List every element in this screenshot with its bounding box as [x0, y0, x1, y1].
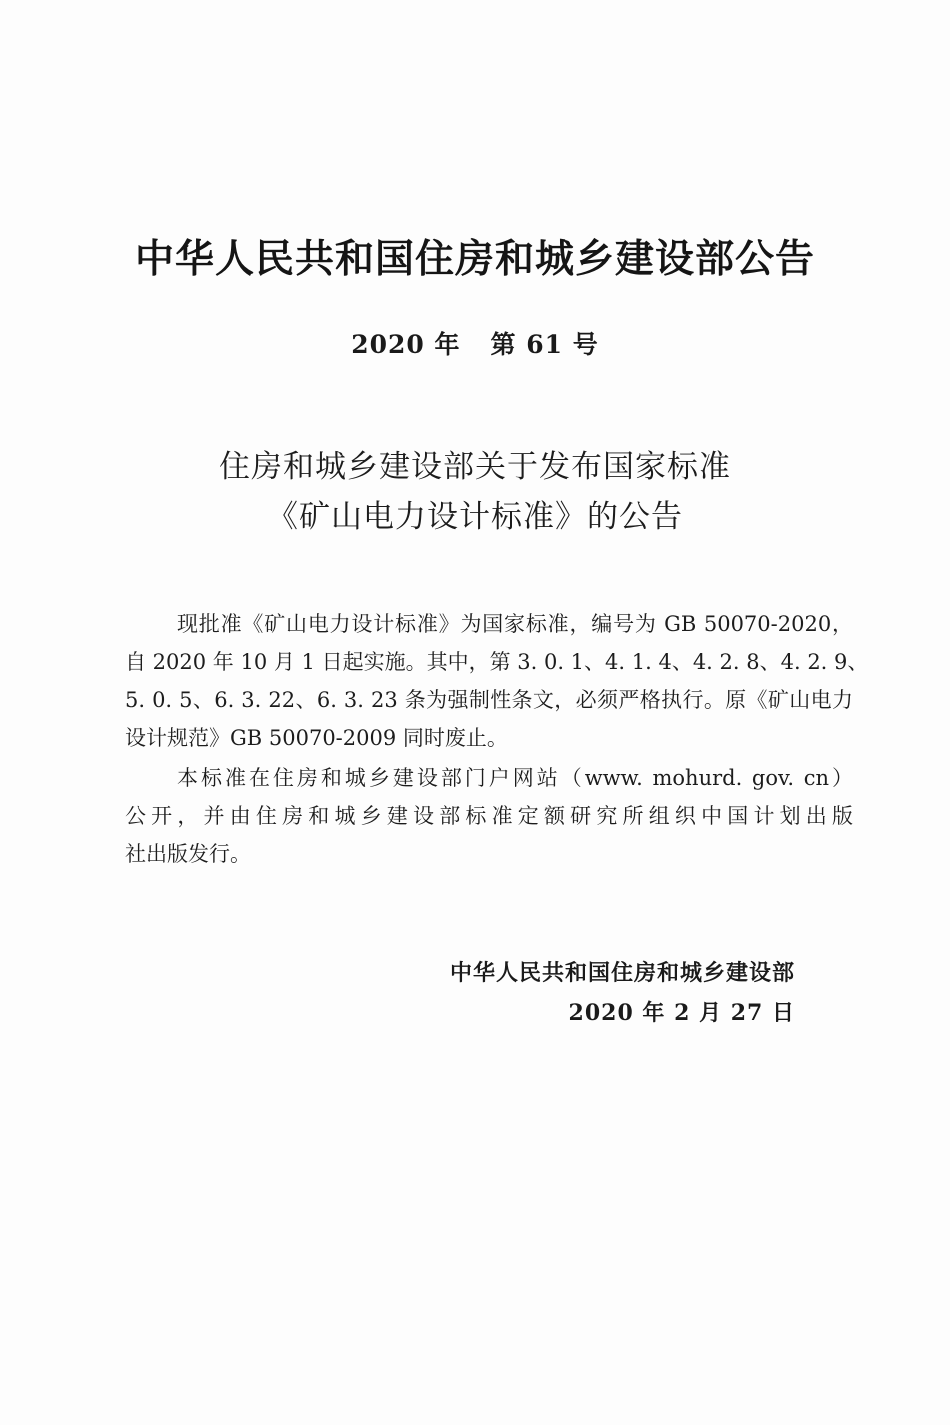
paragraph-line: 现批准《矿山电力设计标准》为国家标准，编号为 GB 50070-2020，	[177, 612, 853, 636]
paragraph-line: 本标准在住房和城乡建设部门户网站（www. mohurd. gov. cn）	[177, 766, 853, 790]
signature-organization: 中华人民共和国住房和城乡建设部	[449, 961, 795, 986]
issue-no: 第 61 号	[490, 330, 599, 359]
issue-year: 2020 年	[351, 330, 461, 359]
paragraph-line: 5. 0. 5、6. 3. 22、6. 3. 23 条为强制性条文，必须严格执行。原《矿山电力	[125, 688, 853, 712]
document-title-line-1: 住房和城乡建设部关于发布国家标准	[219, 449, 731, 485]
signature-date: 2020 年 2 月 27 日	[568, 1000, 795, 1026]
document-title-line-2: 《矿山电力设计标准》的公告	[267, 499, 683, 535]
paragraph-line: 公开，并由住房和城乡建设部标准定额研究所组织中国计划出版	[125, 804, 853, 828]
announcement-issuer-heading: 中华人民共和国住房和城乡建设部公告	[134, 237, 815, 282]
announcement-issue-number	[0, 325, 950, 361]
body-paragraph-publication	[125, 759, 853, 873]
paragraph-line: 社出版发行。	[125, 842, 251, 866]
paragraph-line: 自 2020 年 10 月 1 日起实施。其中，第 3. 0. 1、4. 1. 4、4. 2. 8、4. 2. 9、	[125, 650, 869, 674]
body-paragraph-approval	[125, 605, 869, 757]
paragraph-line: 设计规范》GB 50070-2009 同时废止。	[125, 726, 508, 750]
